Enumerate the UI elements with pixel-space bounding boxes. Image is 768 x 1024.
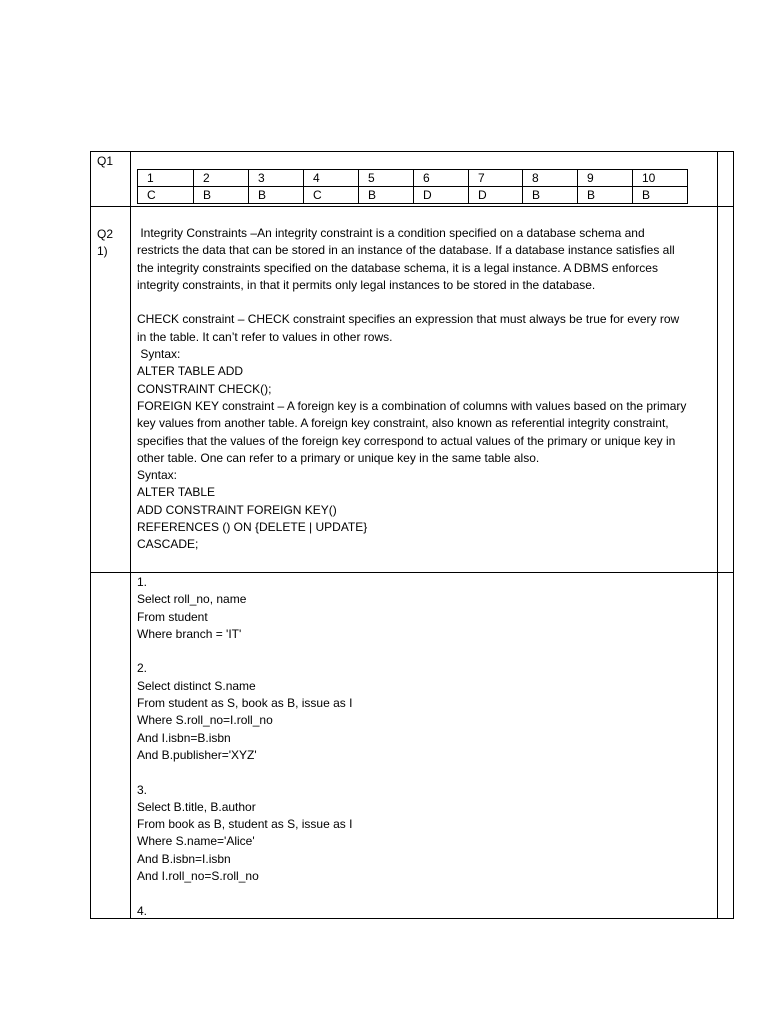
q2-text-line: restricts the data that can be stored in an instance of the database. If a database instance satisfies all xyxy=(137,243,675,258)
sql-query-line: 2. xyxy=(137,661,148,676)
q2-text-line: ALTER TABLE xyxy=(137,485,216,500)
sql-query-line: Select distinct S.name xyxy=(137,678,256,693)
q2-sql-queries-text xyxy=(137,574,714,920)
q2-label xyxy=(97,226,113,261)
q2-text-line: CASCADE; xyxy=(137,537,199,552)
q1-answer-grid xyxy=(137,169,688,204)
q1-number-cell: 4 xyxy=(304,170,359,187)
table-row-divider-2 xyxy=(90,572,734,573)
sql-query-line: And B.isbn=I.isbn xyxy=(137,851,231,866)
q2-text-line: key values from another table. A foreign key constraint, also known as referential integrity constraint, xyxy=(137,416,669,431)
sql-query-line: From student as S, book as B, issue as I xyxy=(137,696,353,711)
sql-query-line: 4. xyxy=(137,903,148,918)
q1-number-cell: 7 xyxy=(469,170,523,187)
sql-query-line: And I.isbn=B.isbn xyxy=(137,730,231,745)
q1-answer-cell: D xyxy=(469,187,523,204)
q2-text-line: Syntax: xyxy=(137,468,178,483)
q2-text-line: integrity constraints, in that it permits only legal instances to be stored in the database. xyxy=(137,277,596,292)
q2-text-line: Integrity Constraints –An integrity constraint is a condition specified on a database schema and xyxy=(137,226,645,240)
q1-answer-cell: B xyxy=(633,187,688,204)
q1-number-cell: 5 xyxy=(359,170,414,187)
q1-number-cell: 1 xyxy=(138,170,194,187)
table-column-divider-right xyxy=(717,151,718,919)
sql-query-line: Where S.name='Alice' xyxy=(137,834,255,849)
q2-text-line: FOREIGN KEY constraint – A foreign key is a combination of columns with values based on the primary xyxy=(137,398,687,413)
q2-text-line: REFERENCES () ON {DELETE | UPDATE} xyxy=(137,520,368,535)
q1-answer-cell: B xyxy=(194,187,249,204)
sql-query-line xyxy=(137,643,714,660)
q2-text-line: specifies that the values of the foreign key correspond to actual values of the primary or unique key in xyxy=(137,433,676,448)
q2-text-line xyxy=(137,294,714,311)
q1-label: Q1 xyxy=(97,154,114,168)
q2-text-line: other table. One can refer to a primary or unique key in the same table also. xyxy=(137,450,540,465)
q2-label-number: Q2 xyxy=(97,227,114,241)
sql-query-line: Select B.title, B.author xyxy=(137,799,256,814)
table-column-divider-left xyxy=(130,151,131,919)
q1-answer-cell: B xyxy=(249,187,304,204)
q2-text-line: CHECK constraint – CHECK constraint specifies an expression that must always be true for every row xyxy=(137,312,680,327)
sql-query-line xyxy=(137,764,714,781)
q2-answer-text xyxy=(137,225,714,554)
sql-query-line: From book as B, student as S, issue as I xyxy=(137,817,353,832)
q1-number-cell: 9 xyxy=(578,170,633,187)
q2-text-line: the integrity constraints specified on the database schema, it is a legal instance. A DBMS enforces xyxy=(137,260,658,275)
sql-query-line: 3. xyxy=(137,782,148,797)
q1-number-cell: 6 xyxy=(414,170,469,187)
q1-answer-cell: D xyxy=(414,187,469,204)
sql-query-line: Where S.roll_no=I.roll_no xyxy=(137,713,273,728)
q1-answer-cell: B xyxy=(523,187,578,204)
q2-text-line: Syntax: xyxy=(137,347,181,362)
sql-query-line: Where branch = 'IT' xyxy=(137,626,242,641)
q1-number-cell: 10 xyxy=(633,170,688,187)
q1-answer-cell: C xyxy=(138,187,194,204)
q1-number-cell: 2 xyxy=(194,170,249,187)
sql-query-line: And I.roll_no=S.roll_no xyxy=(137,869,259,884)
sql-query-line: And B.publisher='XYZ' xyxy=(137,747,257,762)
sql-query-line: Select roll_no, name xyxy=(137,592,247,607)
q2-text-line: ALTER TABLE ADD xyxy=(137,364,244,379)
q1-answer-cell: C xyxy=(304,187,359,204)
sql-query-line xyxy=(137,885,714,902)
q1-question-number-row xyxy=(138,170,688,187)
q2-text-line: CONSTRAINT CHECK(); xyxy=(137,381,272,396)
table-row-divider-1 xyxy=(90,206,734,207)
q1-number-cell: 3 xyxy=(249,170,304,187)
q2-text-line: in the table. It can’t refer to values in other rows. xyxy=(137,329,393,344)
q1-number-cell: 8 xyxy=(523,170,578,187)
q2-text-line: ADD CONSTRAINT FOREIGN KEY() xyxy=(137,502,337,517)
q1-answer-cell: B xyxy=(359,187,414,204)
sql-query-line: 1. xyxy=(137,575,148,589)
sql-query-line: From student xyxy=(137,609,208,624)
q1-answer-cell: B xyxy=(578,187,633,204)
q2-label-part: 1) xyxy=(97,244,108,259)
q1-answer-row xyxy=(138,187,688,204)
